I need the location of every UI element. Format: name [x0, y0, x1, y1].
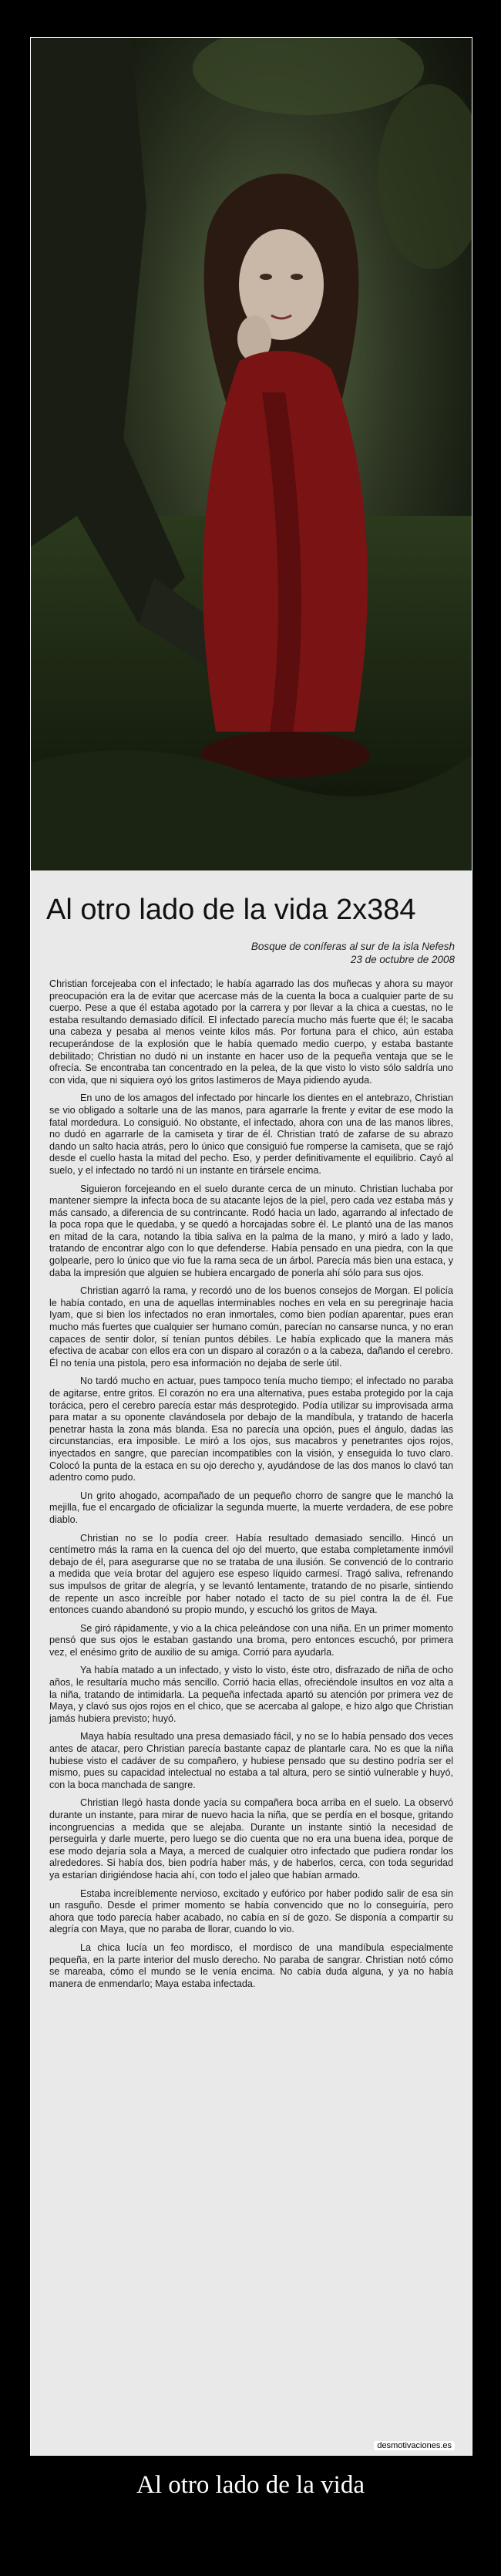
post-location: Bosque de coníferas al sur de la isla Nefesh — [250, 941, 455, 952]
story-paragraph: Christian llegó hasta donde yacía su compañera boca arriba en el suelo. La observó durante un instante, para mirar de nuevo hacia la niña, que se perdía en el bosque, gritando incongruencias a medida que se alejaba. Durante un instante sintió la necesidad de perseguirla y darle muerte, pero luego se dio cuenta que no era una buena idea, porque de ese modo dejaría sola a Maya, a merced de cualquier otro infectado que pudiera rondar los alrededores. Si había dos, bien podría haber más, y de haberlos, cerca, con toda seguridad ya estarían dirigiéndose hacia ahí, con todo el jaleo que habían armado. — [49, 1797, 453, 1881]
story-paragraph: Siguieron forcejeando en el suelo durante cerca de un minuto. Christian luchaba por mantener siempre la infecta boca de su atacante lejos de la piel, pero cada vez estaba más y más cansado, a diferencia de su contrincante. Rodó hacia un lado, agarrando al infectado de la poca ropa que le quedaba, y se quedó a horcajadas sobre él. Le plantó una de las manos en mitad de la cara, notando la tibia saliva en la palma de la mano, y miró a lado y lado, tratando de encontrar algo con lo que defenderse. Había pensado en una piedra, con la que golpearle, pero lo único que vio fue la rama seca de un árbol. Parecía más bien una estaca, y daba la impresión que alguien se hubiera encargado de ponerla ahí sólo para sus ojos. — [49, 1183, 453, 1278]
story-paragraph: Christian agarró la rama, y recordó uno de los buenos consejos de Morgan. El policía le había contado, en una de aquellas interminables noches en vela en su peregrinaje hacia Iyam, que si bien los infectados no eran inmortales, como bien podían aparentar, pues eran mucho más fuertes que cualquier ser humano común, parecían no cansarse nunca, y no eran capaces de sentir dolor, sí tenían puntos débiles. Le había explicado que la manera más efectiva de acabar con ellos era con un disparo al corazón o a la cabeza, dañando el cerebro. Él no tenía una pistola, pero esa información no dejaba de serle útil. — [49, 1285, 453, 1369]
story-paragraph: Christian forcejeaba con el infectado; le había agarrado las dos muñecas y ahora su mayor preocupación era la de evitar que acercase más de la cuenta la boca a cualquier parte de su cuerpo. Pese a que él estaba agotado por la carrera y por llevar a la chica a cuestas, no le estaba resultando demasiado difícil. El infectado parecía mucho más fuerte que él; le sacaba una cabeza y pesaba al menos veinte kilos más. Por fortuna para el chico, aún estaba recuperándose de la explosión que le había quemado medio cuerpo, y estaba bastante debilitado; Christian no dudó ni un instante en hacer uso de la pequeña ventaja que se le ofrecía. Se encontraba tan concentrado en la pelea, de la que visto lo visto sólo saldría uno con vida, que ni siquiera oyó los gritos lastimeros de Maya pidiendo ayuda. — [49, 978, 453, 1086]
story-paragraph: Ya había matado a un infectado, y visto lo visto, éste otro, disfrazado de niña de ocho años, le resultaría mucho más sencillo. Corrió hacia ellas, ofreciéndole insultos en voz alta a la niña, tratando de intimidarla. La pequeña infectada apartó su atención por primera vez de Maya, y clavó sus ojos rojos en el chico, que se acercaba al galope, e hizo algo que Christian jamás hubiera previsto; huyó. — [49, 1665, 453, 1724]
poster-caption: Al otro lado de la vida — [136, 2471, 365, 2499]
story-paragraph: Un grito ahogado, acompañado de un pequeño chorro de sangre que le manchó la mejilla, fue el encargado de oficializar la segunda muerte, la muerte verdadera, de ese pobre diablo. — [49, 1490, 453, 1525]
story-paragraph: Christian no se lo podía creer. Había resultado demasiado sencillo. Hincó un centímetro más la rama en la cuenca del ojo del muerto, que estaba completamente inmóvil debajo de él, para asegurarse que no se trataba de una ilusión. Se convenció de lo contrario a medida que veía brotar del agujero ese espeso líquido carmesí. Tragó saliva, refrenando sus impulsos de gritar de alegría, y se levantó lentamente, tratando de no pisarle, sintiendo de repente un asco increíble por haber notado el tacto de su piel contra la de él. Fue entonces cuando abandonó su propio mundo, y escuchó los gritos de Maya. — [49, 1532, 453, 1616]
story-paragraph: Maya había resultado una presa demasiado fácil, y no se lo había pensado dos veces antes de atacar, pero Christian parecía bastante capaz de plantarle cara. No es que la niña hubiese visto el cadáver de su compañero, y hubiese pensado que su destino podría ser el mismo, pues su capacidad intelectual no estaba a tal altura, pero se sintió vulnerable y huyó, con la boca manchada de sangre. — [49, 1731, 453, 1790]
story-paragraph: No tardó mucho en actuar, pues tampoco tenía mucho tiempo; el infectado no paraba de agitarse, entre gritos. El corazón no era una alternativa, pues estaba protegido por la caja torácica, pero el cerebro parecía estar más desprotegido. Podía utilizar su improvisada arma para matar a su oponente clavándosela por debajo de la mandíbula, y tratando de hacerla penetrar hasta la zona más blanda. Esa no parecía una opción, pues el ángulo, dadas las circunstancias, era imposible. Le miró a los ojos, sus macabros y penetrantes ojos rojos, inyectados en sangre, que parecían incompatibles con la visión, y enseguida lo tuvo claro. Colocó la punta de la estaca en su ojo derecho y, ayudándose de las dos manos lo clavó tan adentro como pudo. — [49, 1376, 453, 1483]
story-paragraph: Estaba increíblemente nervioso, excitado y eufórico por haber podido salir de esa sin un rasguño. Desde el primer momento se había convencido que no lo conseguiría, pero ahora que todo parecía haber acabado, no cabía en sí de gozo. Se disponía a compartir su alegría con Maya, que no paraba de llorar, cuando lo vio. — [49, 1887, 453, 1935]
post-date: 23 de octubre de 2008 — [350, 954, 455, 965]
post-meta — [251, 940, 455, 966]
story-panel — [31, 870, 472, 2455]
post-title: Al otro lado de la vida 2x384 — [46, 894, 416, 926]
story-paragraph: En uno de los amagos del infectado por hincarle los dientes en el antebrazo, Christian se vio obligado a soltarle una de las manos, para agarrarle la frente y evitar de ese modo la fatal mordedura. Lo consiguió. No obstante, el infectado, ahora con una de las manos libres, no dudó en agarrarle de la camiseta y tirar de él. Christian trató de zafarse de su abrazo dando un salto hacia atrás, pero lo único que consiguió fue romperse la camiseta, que se rajó desde el cuello hasta la mitad del pecho. Eso, y perder definitivamente el equilibrio. Cayó al suelo, y el infectado no tardó ni un instante en tirársele encima. — [49, 1093, 453, 1176]
story-paragraph: Se giró rápidamente, y vio a la chica peleándose con una niña. En un primer momento pensó que sus ojos le estaban gastando una broma, pero entonces escuchó, por primera vez, el enésimo grito de auxilio de su amiga. Corrió para ayudarla. — [49, 1622, 453, 1658]
forest-photo — [31, 38, 472, 870]
story-paragraph: La chica lucía un feo mordisco, el mordisco de una mandíbula especialmente pequeña, en la parte interior del muslo derecho. No paraba de sangrar. Christian notó cómo se mareaba, cómo el mundo se le venía encima. No cabía duda alguna, y ya no había manera de enmendarlo; Maya estaba infectada. — [49, 1941, 453, 1989]
story-text — [49, 978, 453, 1996]
forest-illustration — [31, 38, 472, 870]
poster-frame — [30, 37, 472, 2456]
site-watermark: desmotivaciones.es — [374, 2441, 455, 2450]
